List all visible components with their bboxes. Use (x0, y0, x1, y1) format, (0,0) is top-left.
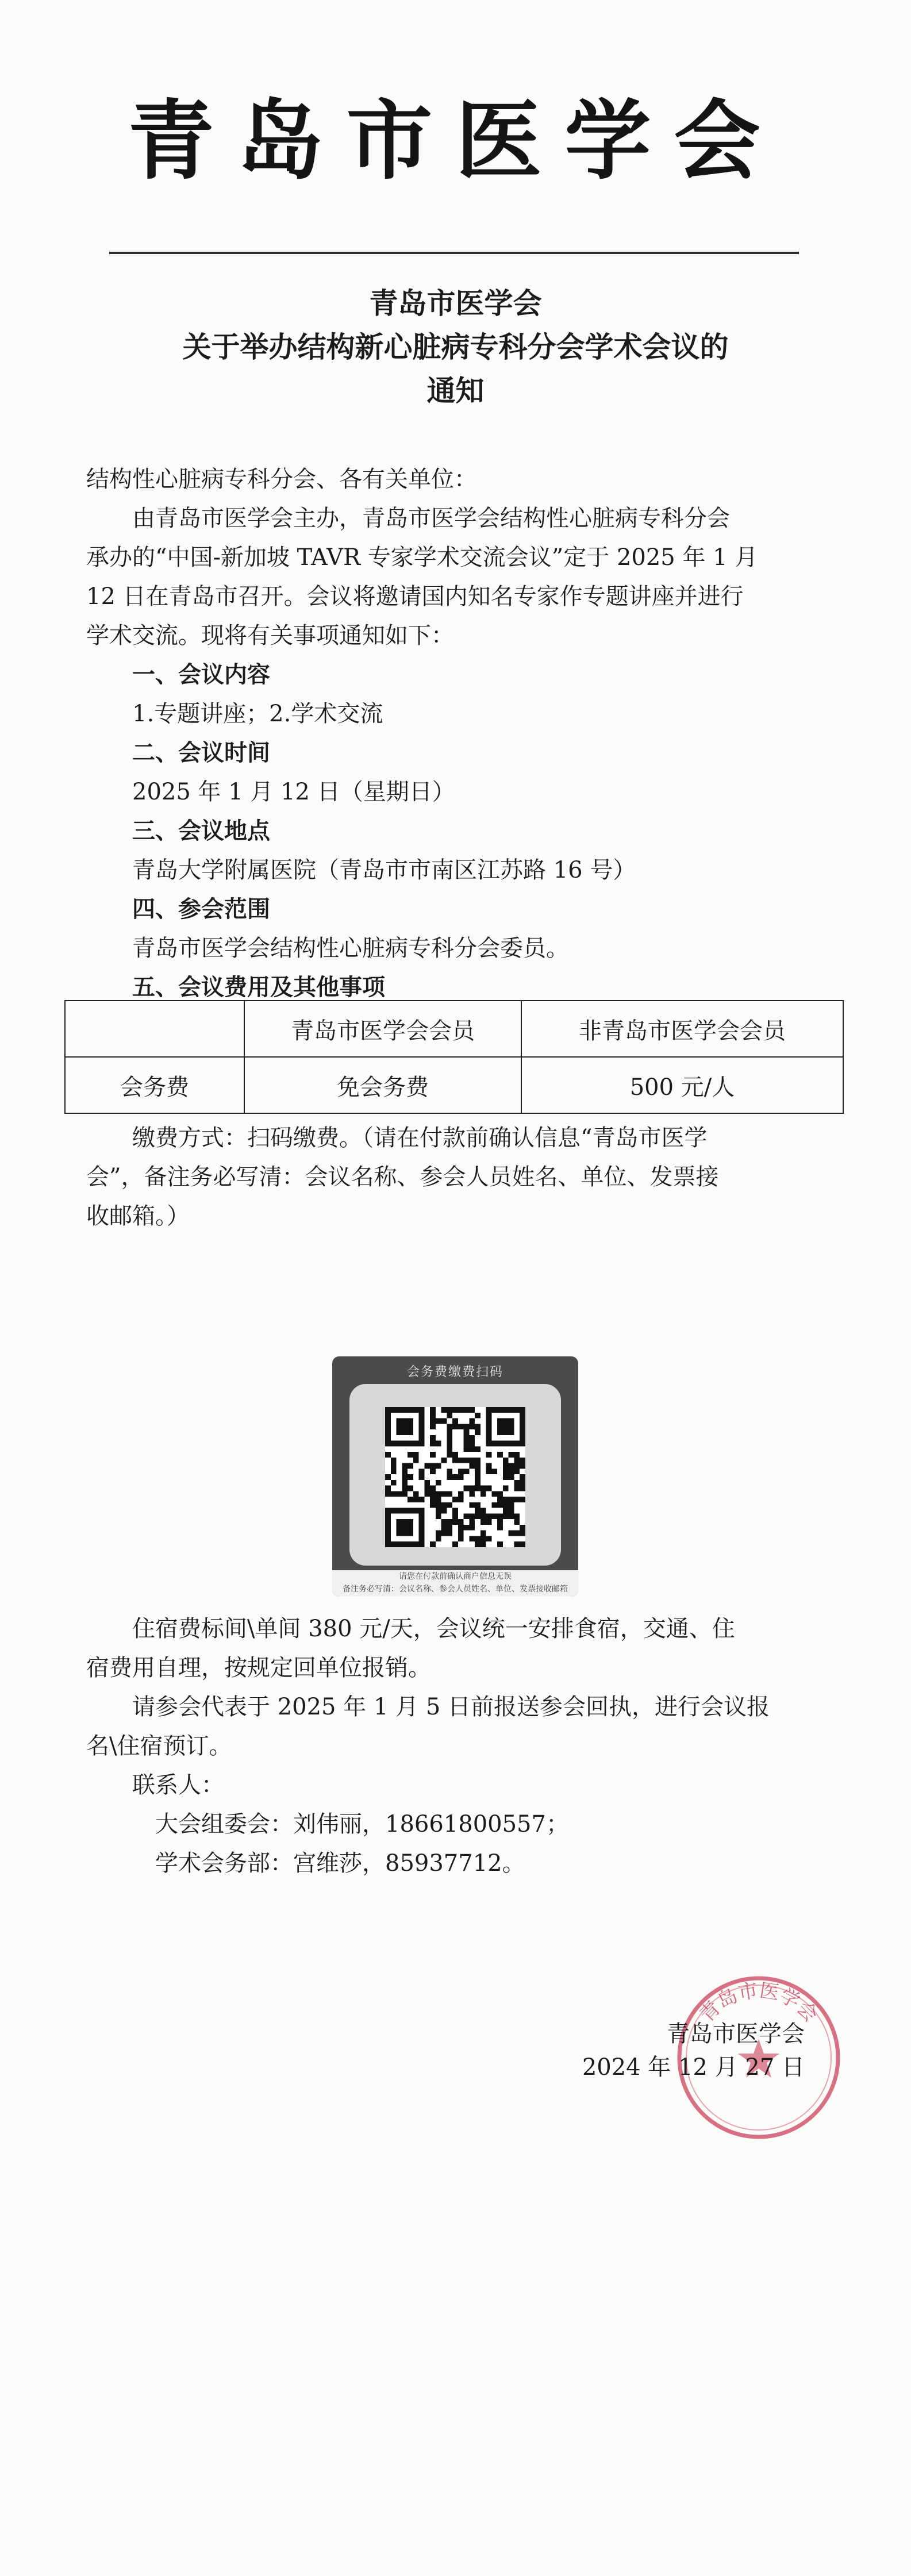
signature-date: 2024 年 12 月 27 日 (582, 2054, 805, 2081)
qr-footer-line: 请您在付款前确认商户信息无误 (399, 1572, 512, 1581)
table-cell: 免会务费 (244, 1057, 521, 1113)
payment-paragraph (86, 1118, 833, 1236)
intro-line: 12 日在青岛市召开。会议将邀请国内知名专家作专题讲座并进行 (86, 583, 744, 610)
table-header-cell: 青岛市医学会会员 (244, 1001, 521, 1057)
intro-line: 承办的“中国-新加坡 TAVR 专家学术交流会议”定于 2025 年 1 月 (86, 544, 758, 571)
header-rule (109, 252, 799, 254)
contacts-label: 联系人： (132, 1772, 224, 1798)
section-heading: 四、参会范围 (132, 896, 270, 922)
intro-line: 学术交流。现将有关事项通知如下： (86, 622, 454, 649)
fee-table (64, 1000, 844, 1114)
section-text: 1.专题讲座；2.学术交流 (132, 701, 383, 727)
qr-code-icon (385, 1407, 525, 1547)
title-line: 关于举办结构新心脏病专科分会学术会议的 (182, 330, 729, 364)
table-header-cell (65, 1001, 244, 1057)
lodging-paragraph (86, 1609, 833, 1883)
section-heading: 三、会议地点 (132, 818, 270, 844)
section-heading: 二、会议时间 (132, 740, 270, 766)
notice-body (86, 460, 833, 1007)
section-text: 青岛市医学会结构性心脏病专科分会委员。 (132, 935, 569, 962)
payment-line: 缴费方式：扫码缴费。（请在付款前确认信息“青岛市医学 (132, 1125, 708, 1151)
signature-org: 青岛市医学会 (667, 2021, 805, 2047)
qr-card-footer (332, 1570, 578, 1597)
contact-line: 大会组委会：刘伟丽，18661800557； (155, 1811, 569, 1837)
addressee: 结构性心脏病专科分会、各有关单位： (86, 466, 477, 493)
registration-line: 名\住宿预订。 (86, 1733, 232, 1759)
seal-text: 青岛市医学会 (695, 1979, 822, 2027)
table-cell: 500 元/人 (521, 1057, 843, 1113)
intro-line: 由青岛市医学会主办，青岛市医学会结构性心脏病专科分会 (132, 505, 730, 532)
table-cell: 会务费 (65, 1057, 244, 1113)
table-header-row (65, 1001, 843, 1057)
qr-card-title: 会务费缴费扫码 (406, 1365, 503, 1379)
payment-line: 收邮箱。） (86, 1203, 190, 1229)
title-line: 通知 (426, 374, 485, 407)
notice-title (0, 282, 911, 413)
payment-line: 会”，备注务必写清：会议名称、参会人员姓名、单位、发票接 (86, 1164, 719, 1190)
registration-line: 请参会代表于 2025 年 1 月 5 日前报送参会回执，进行会议报 (132, 1694, 770, 1720)
lodging-line: 宿费用自理，按规定回单位报销。 (86, 1655, 431, 1681)
section-heading: 一、会议内容 (132, 662, 270, 688)
contact-line: 学术会务部：宫维莎，85937712。 (155, 1850, 525, 1877)
qr-code[interactable] (385, 1407, 525, 1547)
table-row (65, 1057, 843, 1113)
section-text: 2025 年 1 月 12 日（星期日） (132, 779, 455, 805)
table-header-cell: 非青岛市医学会会员 (521, 1001, 843, 1057)
title-line: 青岛市医学会 (369, 287, 542, 320)
section-text: 青岛大学附属医院（青岛市市南区江苏路 16 号） (132, 857, 636, 883)
qr-payment-card (332, 1356, 578, 1597)
section-heading: 五、会议费用及其他事项 (132, 974, 385, 1001)
masthead: 青岛市医学会 (128, 90, 783, 191)
lodging-line: 住宿费标间\单间 380 元/天，会议统一安排食宿，交通、住 (132, 1616, 735, 1642)
qr-footer-line: 备注务必写清：会议名称、参会人员姓名、单位、发票接收邮箱 (343, 1585, 568, 1594)
